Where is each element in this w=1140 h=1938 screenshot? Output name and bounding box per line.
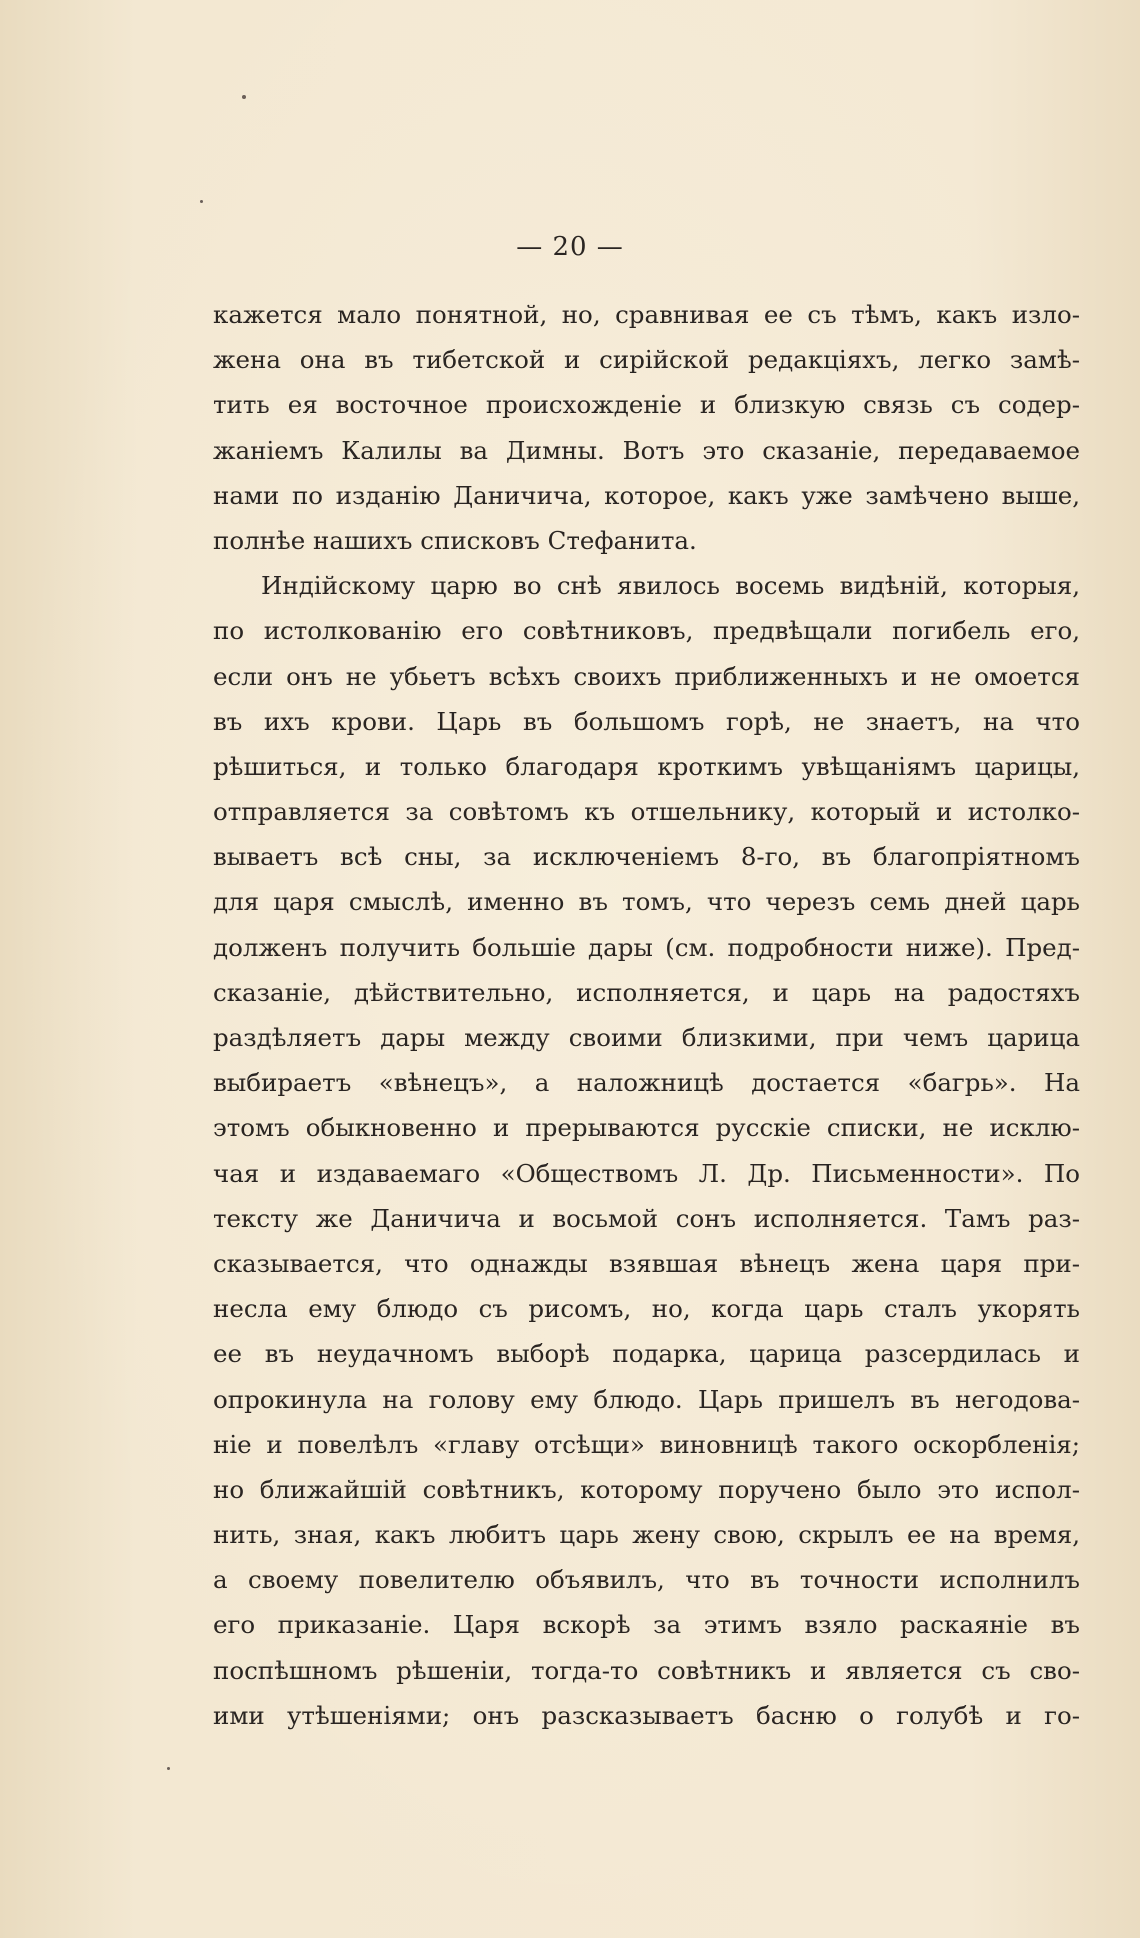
text-line: жена она въ тибетской и сирійской редакціяхъ, легко замѣ- bbox=[213, 345, 1080, 375]
text-line: чая и издаваемаго «Обществомъ Л. Др. Письменности». По bbox=[213, 1158, 1080, 1188]
text-line: отправляется за совѣтомъ къ отшельнику, который и истолко- bbox=[213, 797, 1080, 827]
text-line: жаніемъ Калилы ва Димны. Вотъ это сказаніе, передаваемое bbox=[213, 435, 1080, 465]
text-line: полнѣе нашихъ списковъ Стефанита. bbox=[213, 525, 697, 555]
text-line: несла ему блюдо съ рисомъ, но, когда царь сталъ укорять bbox=[213, 1294, 1080, 1324]
text-line: сказывается, что однажды взявшая вѣнецъ жена царя при- bbox=[213, 1248, 1080, 1278]
text-line: для царя смыслѣ, именно въ томъ, что черезъ семь дней царь bbox=[213, 887, 1080, 917]
text-line: поспѣшномъ рѣшеніи, тогда-то совѣтникъ и является съ сво- bbox=[213, 1655, 1080, 1685]
text-line: ее въ неудачномъ выборѣ подарка, царица разсердилась и bbox=[213, 1339, 1080, 1369]
ink-speck bbox=[242, 95, 246, 99]
text-line: тексту же Даничича и восьмой сонъ исполняется. Тамъ раз- bbox=[213, 1203, 1080, 1233]
text-line: нить, зная, какъ любитъ царь жену свою, скрылъ ее на время, bbox=[213, 1520, 1080, 1550]
text-line: его приказаніе. Царя вскорѣ за этимъ взяло раскаяніе въ bbox=[213, 1610, 1080, 1640]
text-line: ніе и повелѣлъ «главу отсѣщи» виновницѣ такого оскорбленія; bbox=[213, 1429, 1080, 1459]
text-line: Индійскому царю во снѣ явилось восемь видѣній, которыя, bbox=[261, 571, 1080, 601]
page-number: — 20 — bbox=[516, 232, 624, 262]
body-text bbox=[213, 292, 1080, 1738]
text-line: рѣшиться, и только благодаря кроткимъ увѣщаніямъ царицы, bbox=[213, 751, 1080, 781]
text-line: ими утѣшеніями; онъ разсказываетъ басню о голубѣ и го- bbox=[213, 1700, 1080, 1730]
text-line: опрокинула на голову ему блюдо. Царь пришелъ въ негодова- bbox=[213, 1384, 1080, 1414]
paragraph-1 bbox=[213, 292, 1080, 563]
paragraph-2 bbox=[213, 563, 1080, 1738]
text-line: если онъ не убьетъ всѣхъ своихъ приближенныхъ и не омоется bbox=[213, 661, 1080, 691]
text-line: выбираетъ «вѣнецъ», а наложницѣ достается «багрь». На bbox=[213, 1068, 1080, 1098]
ink-speck bbox=[167, 1767, 170, 1770]
ink-speck bbox=[200, 200, 203, 203]
text-line: раздѣляетъ дары между своими близкими, при чемъ царица bbox=[213, 1023, 1080, 1052]
text-line: долженъ получить большіе дары (см. подробности ниже). Пред- bbox=[213, 932, 1080, 962]
text-line: по истолкованію его совѣтниковъ, предвѣщали погибель его, bbox=[213, 616, 1080, 646]
text-line: этомъ обыкновенно и прерываются русскіе списки, не исклю- bbox=[213, 1113, 1080, 1143]
text-line: въ ихъ крови. Царь въ большомъ горѣ, не знаетъ, на что bbox=[213, 706, 1080, 736]
text-line: а своему повелителю объявилъ, что въ точности исполнилъ bbox=[213, 1565, 1080, 1595]
text-line: кажется мало понятной, но, сравнивая ее съ тѣмъ, какъ изло- bbox=[213, 300, 1080, 329]
text-line: вываетъ всѣ сны, за исключеніемъ 8-го, въ благопріятномъ bbox=[213, 842, 1080, 872]
text-line: нами по изданію Даничича, которое, какъ уже замѣчено выше, bbox=[213, 480, 1080, 510]
text-line: но ближайшій совѣтникъ, которому поручено было это испол- bbox=[213, 1474, 1080, 1504]
text-line: сказаніе, дѣйствительно, исполняется, и царь на радостяхъ bbox=[213, 977, 1080, 1007]
text-line: тить ея восточное происхожденіе и близкую связь съ содер- bbox=[213, 390, 1080, 420]
